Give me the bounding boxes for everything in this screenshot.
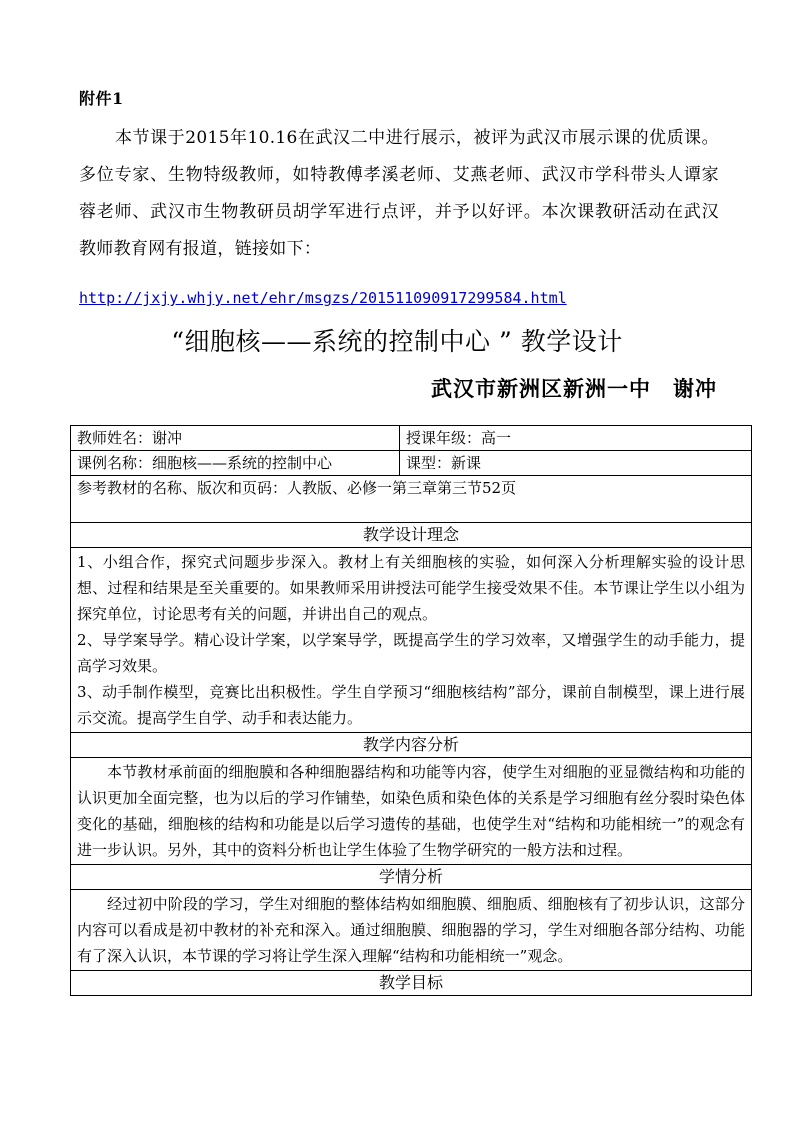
table-row (71, 548, 752, 733)
content-analysis-heading: 教学内容分析 (71, 733, 752, 758)
design-concept-body (71, 548, 752, 733)
lesson-design-table (70, 425, 752, 996)
textbook-cell: 参考教材的名称、版次和页码：人教版、必修一第三章第三节52页 (71, 476, 752, 523)
table-row (71, 451, 752, 476)
student-analysis-text: 经过初中阶段的学习，学生对细胞的整体结构如细胞膜、细胞质、细胞核有了初步认识，这部分内容可以看成是初中教材的补充和深入。通过细胞膜、细胞器的学习，学生对细胞各部分结构、功能有了深入认识，本节课的学习将让学生深入理解“结构和功能相统一”观念。 (77, 895, 745, 965)
design-concept-item: 3、动手制作模型，竞赛比出积极性。学生自学预习“细胞核结构”部分，课前自制模型，课上进行展示交流。提高学生自学、动手和表达能力。 (77, 683, 745, 727)
content-analysis-text: 本节教材承前面的细胞膜和各种细胞器结构和功能等内容，使学生对细胞的亚显微结构和功能的认识更加全面完整，也为以后的学习作铺垫，如染色质和染色体的关系是学习细胞有丝分裂时染色体变化的基础，细胞核的结构和功能是以后学习遗传的基础，也使学生对“结构和功能相统一”的观念有进一步认识。另外，其中的资料分析也让学生体验了生物学研究的一般方法和过程。 (77, 763, 745, 859)
attachment-label: 附件1 (79, 89, 124, 108)
design-concept-heading: 教学设计理念 (71, 523, 752, 548)
table-row (71, 426, 752, 451)
design-concept-item: 1、小组合作，探究式问题步步深入。教材上有关细胞核的实验，如何深入分析理解实验的设计思想、过程和结果是至关重要的。如果教师采用讲授法可能学生接受效果不佳。本节课让学生以小组为探究单位，讨论思考有关的问题，并讲出自己的观点。 (77, 553, 745, 623)
table-row (71, 523, 752, 548)
author-name: 谢冲 (673, 376, 717, 401)
lesson-type-cell: 课型：新课 (400, 451, 752, 476)
table-row (71, 971, 752, 996)
teacher-cell: 教师姓名：谢冲 (71, 426, 400, 451)
student-analysis-heading: 学情分析 (71, 865, 752, 890)
content-analysis-body (71, 758, 752, 865)
report-link[interactable]: http://jxjy.whjy.net/ehr/msgzs/20151109091729958​4.html (79, 289, 567, 307)
lesson-name-cell: 课例名称：细胞核——系统的控制中心 (71, 451, 400, 476)
intro-paragraph: 本节课于2015年10.16在武汉二中进行展示，被评为武汉市展示课的优质课。多位专家、生物特级教师，如特教傅孝溪老师、艾燕老师、武汉市学科带头人谭家蓉老师、武汉市生物教研员胡学军进行点评，并予以好评。本次课教研活动在武汉教师教育网有报道，链接如下： (79, 128, 719, 259)
author-school: 武汉市新洲区新洲一中 (431, 376, 651, 401)
grade-cell: 授课年级：高一 (400, 426, 752, 451)
author-line (431, 373, 717, 403)
document-title: “细胞核——系统的控制中心 ” 教学设计 (171, 327, 623, 356)
table-row (71, 758, 752, 865)
table-row (71, 733, 752, 758)
table-row (71, 476, 752, 523)
table-row (71, 890, 752, 971)
table-row (71, 865, 752, 890)
design-concept-item: 2、导学案导学。精心设计学案，以学案导学，既提高学生的学习效率，又增强学生的动手能力，提高学习效果。 (77, 631, 745, 675)
teaching-goals-heading: 教学目标 (71, 971, 752, 996)
student-analysis-body (71, 890, 752, 971)
